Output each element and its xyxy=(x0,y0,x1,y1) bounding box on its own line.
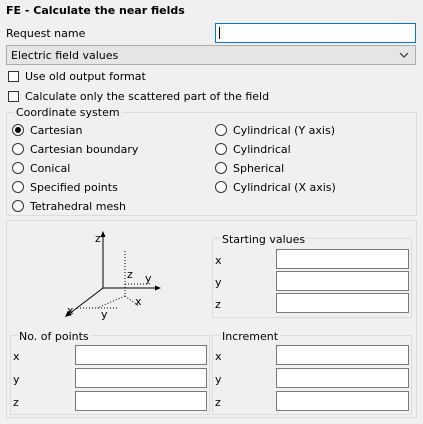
points-x-label: x xyxy=(13,350,20,363)
radio-cylindrical-y-axis[interactable] xyxy=(215,122,335,138)
inner-base-dotted-1 xyxy=(97,296,125,308)
radio-cartesian[interactable] xyxy=(12,122,83,138)
radio-label: Tetrahedral mesh xyxy=(30,199,126,213)
radio-button[interactable] xyxy=(12,200,24,212)
start-x-input[interactable] xyxy=(276,249,409,269)
increment-z-label: z xyxy=(215,396,221,409)
start-z-input[interactable] xyxy=(276,293,409,313)
text-caret xyxy=(219,27,220,39)
radio-label: Cartesian boundary xyxy=(30,142,139,156)
points-y-label: y xyxy=(13,373,20,386)
checkbox-box[interactable] xyxy=(8,91,19,102)
radio-button[interactable] xyxy=(12,143,24,155)
radio-label: Cylindrical (Y axis) xyxy=(233,123,336,137)
radio-specified-points[interactable] xyxy=(12,179,118,195)
radio-button[interactable] xyxy=(215,162,227,174)
dialog-title: FE - Calculate the near fields xyxy=(6,4,185,17)
radio-button[interactable] xyxy=(215,181,227,193)
increment-x-label: x xyxy=(215,350,222,363)
request-name-input[interactable] xyxy=(215,23,416,43)
z-axis-label: z xyxy=(95,232,101,245)
increment-y-label: y xyxy=(215,373,222,386)
x-axis-line xyxy=(69,288,103,314)
radio-label: Cartesian xyxy=(30,123,83,137)
radio-button[interactable] xyxy=(12,162,24,174)
field-type-selected: Electric field values xyxy=(11,49,119,62)
checkbox-label: Use old output format xyxy=(25,69,146,83)
radio-button[interactable] xyxy=(215,143,227,155)
radio-label: Cylindrical (X axis) xyxy=(233,180,336,194)
radio-button[interactable] xyxy=(215,124,227,136)
increment-legend: Increment xyxy=(222,330,279,343)
x-axis-label: x xyxy=(67,304,74,317)
y-axis-arrow xyxy=(155,286,161,291)
points-x-input[interactable] xyxy=(75,345,207,365)
radio-label: Cylindrical xyxy=(233,142,291,156)
z-axis-arrow xyxy=(101,231,106,237)
start-y-input[interactable] xyxy=(276,271,409,291)
inner-x-label: x xyxy=(135,295,142,308)
radio-label: Specified points xyxy=(30,180,118,194)
increment-x-input[interactable] xyxy=(276,345,409,365)
start-x-label: x xyxy=(215,254,222,267)
use-old-format-checkbox[interactable] xyxy=(8,68,146,84)
points-z-input[interactable] xyxy=(75,391,207,411)
start-z-label: z xyxy=(215,298,221,311)
radio-cylindrical-x-axis[interactable] xyxy=(215,179,336,195)
scattered-part-checkbox[interactable] xyxy=(8,88,269,104)
coordinate-system-legend: Coordinate system xyxy=(16,106,120,119)
axis-diagram xyxy=(55,226,165,321)
radio-button[interactable] xyxy=(12,181,24,193)
inner-y-label: y xyxy=(101,308,108,321)
radio-button[interactable] xyxy=(12,124,24,136)
increment-y-input[interactable] xyxy=(276,368,409,388)
starting-values-legend: Starting values xyxy=(222,233,306,246)
points-y-input[interactable] xyxy=(75,368,207,388)
radio-tetrahedral-mesh[interactable] xyxy=(12,198,126,214)
radio-spherical[interactable] xyxy=(215,160,284,176)
radio-label: Conical xyxy=(30,161,71,175)
radio-cylindrical[interactable] xyxy=(215,141,291,157)
start-y-label: y xyxy=(215,276,222,289)
radio-cartesian-boundary[interactable] xyxy=(12,141,138,157)
chevron-down-icon xyxy=(399,50,409,60)
radio-conical[interactable] xyxy=(12,160,70,176)
radio-label: Spherical xyxy=(233,161,285,175)
request-name-label: Request name xyxy=(6,27,86,40)
points-z-label: z xyxy=(13,396,19,409)
checkbox-label: Calculate only the scattered part of the field xyxy=(25,89,270,103)
inner-z-label: z xyxy=(127,268,133,281)
checkbox-box[interactable] xyxy=(8,71,19,82)
y-axis-label: y xyxy=(145,272,152,285)
field-type-dropdown[interactable] xyxy=(6,45,416,65)
no-of-points-legend: No. of points xyxy=(19,330,89,343)
increment-z-input[interactable] xyxy=(276,391,409,411)
